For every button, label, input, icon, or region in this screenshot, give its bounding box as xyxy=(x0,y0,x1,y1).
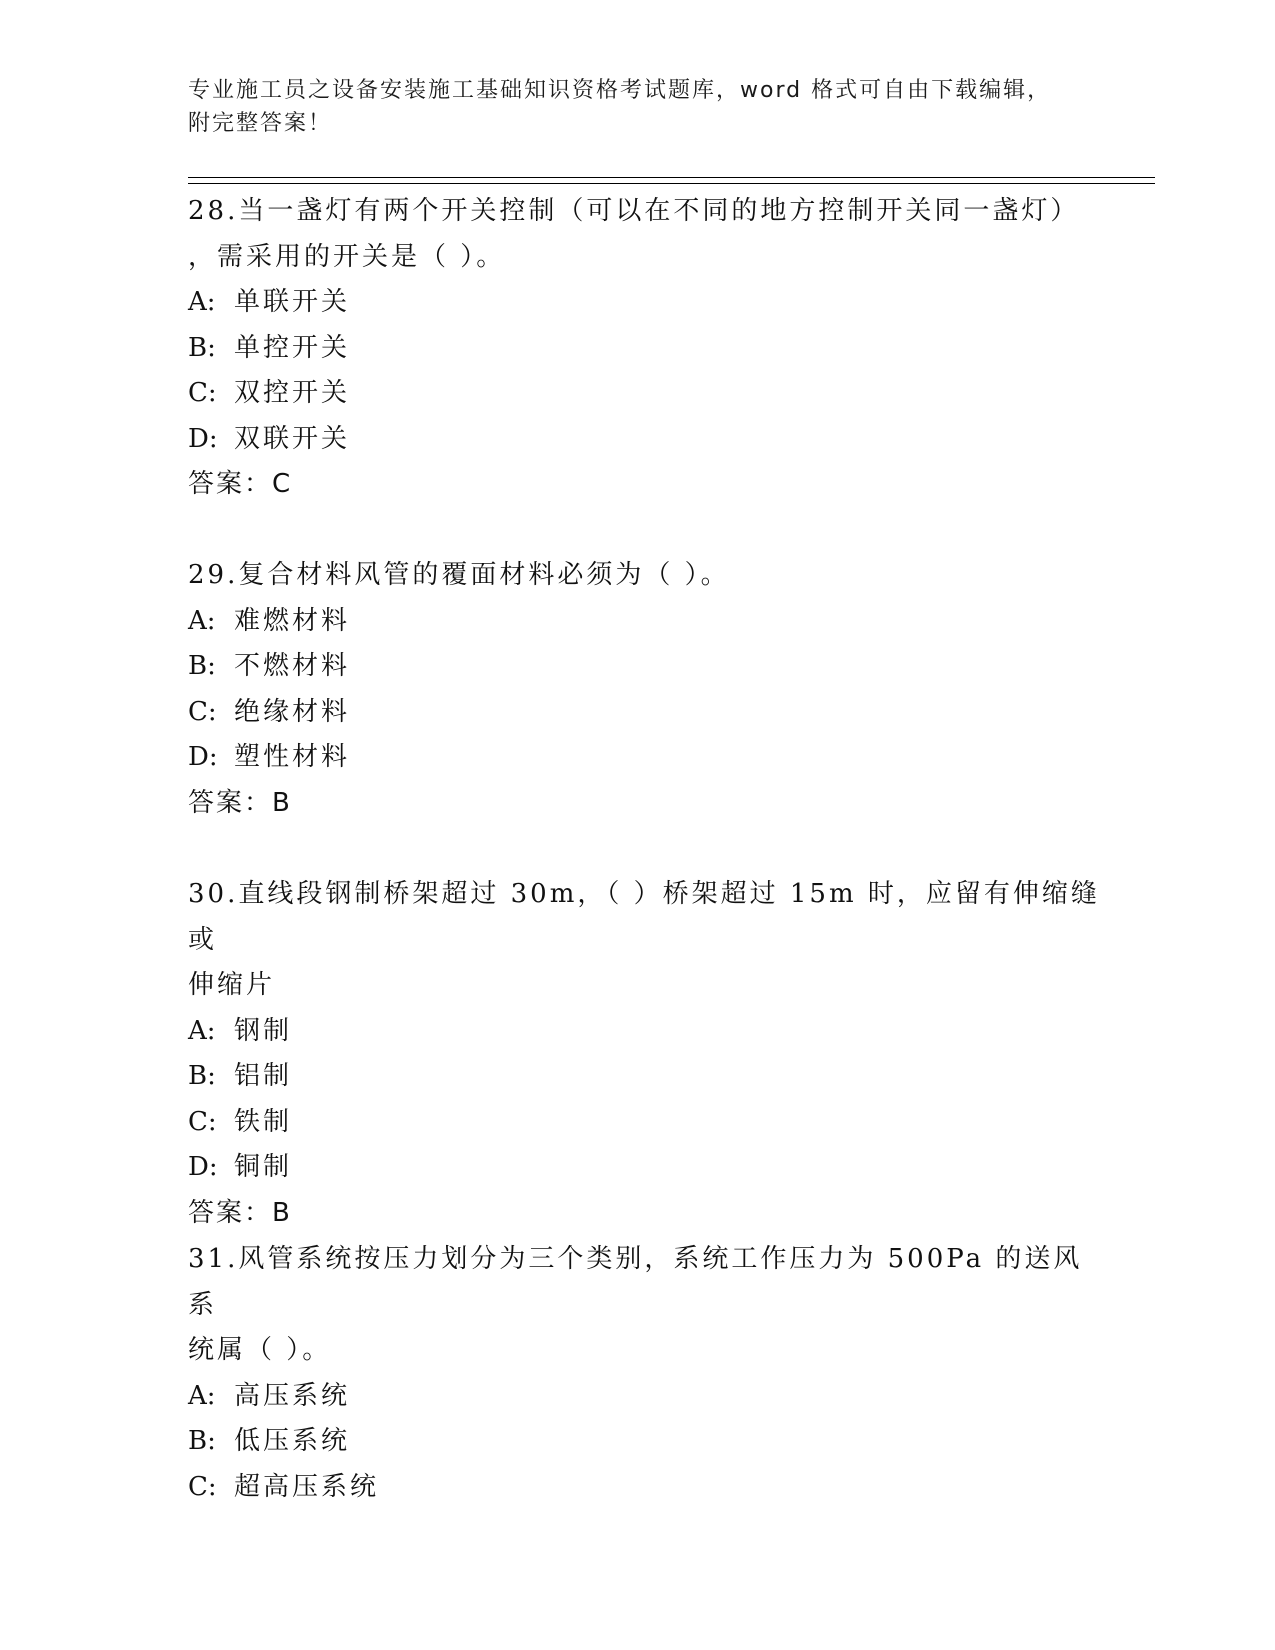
question-stem-line-1: 28.当一盏灯有两个开关控制（可以在不同的地方控制开关同一盏灯） xyxy=(188,196,1080,226)
option-d xyxy=(188,1145,1108,1191)
header-divider-bottom xyxy=(188,183,1155,184)
option-key: C: xyxy=(188,378,217,408)
question-stem xyxy=(188,189,1108,280)
answer-line: 答案：B xyxy=(188,1197,292,1228)
header-line-1: 专业施工员之设备安装施工基础知识资格考试题库，word 格式可自由下载编辑， xyxy=(188,78,1052,103)
option-c xyxy=(188,690,1108,736)
option-c xyxy=(188,1465,1108,1511)
question-stem-line-1: 31.风管系统按压力划分为三个类别，系统工作压力为 500Pa 的送风系 xyxy=(188,1244,1083,1320)
option-text: 双联开关 xyxy=(234,423,351,454)
header-divider-top xyxy=(188,177,1155,178)
option-key: D: xyxy=(188,423,218,454)
question-31 xyxy=(188,1237,1108,1510)
option-c xyxy=(188,371,1108,417)
option-key: A: xyxy=(188,605,216,636)
question-stem-line-2: 统属（ ）。 xyxy=(188,1335,332,1365)
option-key: D: xyxy=(188,1152,218,1182)
option-a xyxy=(188,1374,1108,1420)
option-text: 低压系统 xyxy=(234,1426,351,1456)
option-text: 单联开关 xyxy=(234,287,351,317)
option-key: C: xyxy=(188,696,217,727)
option-text: 超高压系统 xyxy=(234,1471,380,1502)
option-a xyxy=(188,1009,1108,1055)
document-header xyxy=(188,74,1088,140)
option-b xyxy=(188,326,1108,372)
question-30 xyxy=(188,872,1108,1236)
question-stem-line-1: 30.直线段钢制桥架超过 30m，（ ）桥架超过 15m 时，应留有伸缩缝或 xyxy=(188,879,1100,955)
question-28 xyxy=(188,189,1108,508)
option-key: C: xyxy=(188,1471,217,1502)
option-key: B: xyxy=(188,332,216,363)
option-c xyxy=(188,1100,1108,1146)
option-a xyxy=(188,599,1108,645)
question-29 xyxy=(188,553,1108,826)
answer-line: 答案：B xyxy=(188,787,292,818)
header-line-2: 附完整答案！ xyxy=(188,111,333,136)
option-text: 难燃材料 xyxy=(234,605,351,636)
option-text: 铁制 xyxy=(234,1106,293,1137)
option-b xyxy=(188,1419,1108,1465)
question-stem xyxy=(188,1237,1108,1374)
option-text: 钢制 xyxy=(234,1015,293,1046)
option-key: B: xyxy=(188,1061,216,1091)
option-d xyxy=(188,417,1108,463)
option-text: 绝缘材料 xyxy=(234,696,351,727)
option-text: 铝制 xyxy=(234,1061,293,1091)
option-b xyxy=(188,644,1108,690)
question-stem xyxy=(188,553,1108,599)
option-key: B: xyxy=(188,651,216,681)
option-text: 不燃材料 xyxy=(234,651,351,681)
option-text: 高压系统 xyxy=(234,1380,351,1411)
option-text: 塑性材料 xyxy=(234,742,351,772)
option-d xyxy=(188,735,1108,781)
option-b xyxy=(188,1054,1108,1100)
question-stem-line-2: ，需采用的开关是（ ）。 xyxy=(188,241,506,272)
answer-line: 答案：C xyxy=(188,469,293,499)
option-text: 铜制 xyxy=(234,1152,293,1182)
option-text: 双控开关 xyxy=(234,378,351,408)
option-key: A: xyxy=(188,287,216,317)
option-key: D: xyxy=(188,742,218,772)
question-stem-line-2: 伸缩片 xyxy=(188,970,276,1000)
option-key: A: xyxy=(188,1015,216,1046)
option-key: B: xyxy=(188,1426,216,1456)
option-key: C: xyxy=(188,1106,217,1137)
question-stem xyxy=(188,872,1108,1009)
option-text: 单控开关 xyxy=(234,332,351,363)
question-stem-line-1: 29.复合材料风管的覆面材料必须为（ ）。 xyxy=(188,560,730,590)
option-a xyxy=(188,280,1108,326)
option-key: A: xyxy=(188,1380,216,1411)
